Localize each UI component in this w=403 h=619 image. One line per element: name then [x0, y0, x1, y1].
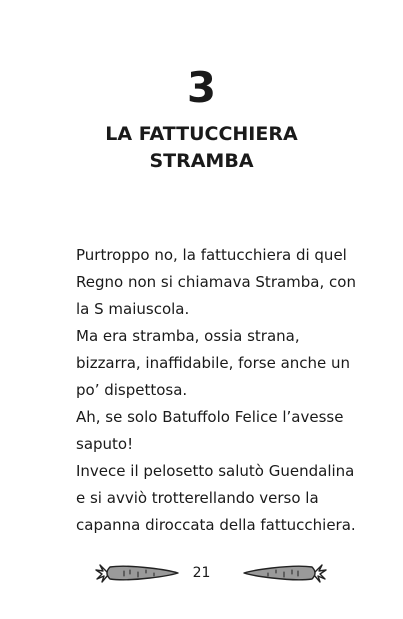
chapter-title-line: STRAMBA — [149, 150, 254, 172]
chapter-title — [0, 121, 403, 175]
chapter-number: 3 — [186, 63, 217, 112]
chapter-title-line: LA FATTUCCHIERA — [105, 123, 298, 145]
text-line: e si avviò trotterellando verso la — [76, 489, 319, 507]
body-text — [76, 242, 366, 539]
text-line: Ah, se solo Batuffolo Felice l’avesse — [76, 408, 344, 426]
text-line: capanna diroccata della fattucchiera. — [76, 516, 356, 534]
text-line: po’ dispettosa. — [76, 381, 188, 399]
carrot-icon — [240, 559, 328, 587]
page-footer — [0, 556, 403, 590]
page-number: 21 — [192, 565, 211, 581]
text-line: Invece il pelosetto salutò Guendalina — [76, 462, 355, 480]
text-line: Regno non si chiamava Stramba, con — [76, 273, 356, 291]
text-line: bizzarra, inaffidabile, forse anche un — [76, 354, 351, 372]
text-line: la S maiuscola. — [76, 300, 190, 318]
text-line: Ma era stramba, ossia strana, — [76, 327, 300, 345]
text-line: Purtroppo no, la fattucchiera di quel — [76, 246, 347, 264]
text-line: saputo! — [76, 435, 134, 453]
